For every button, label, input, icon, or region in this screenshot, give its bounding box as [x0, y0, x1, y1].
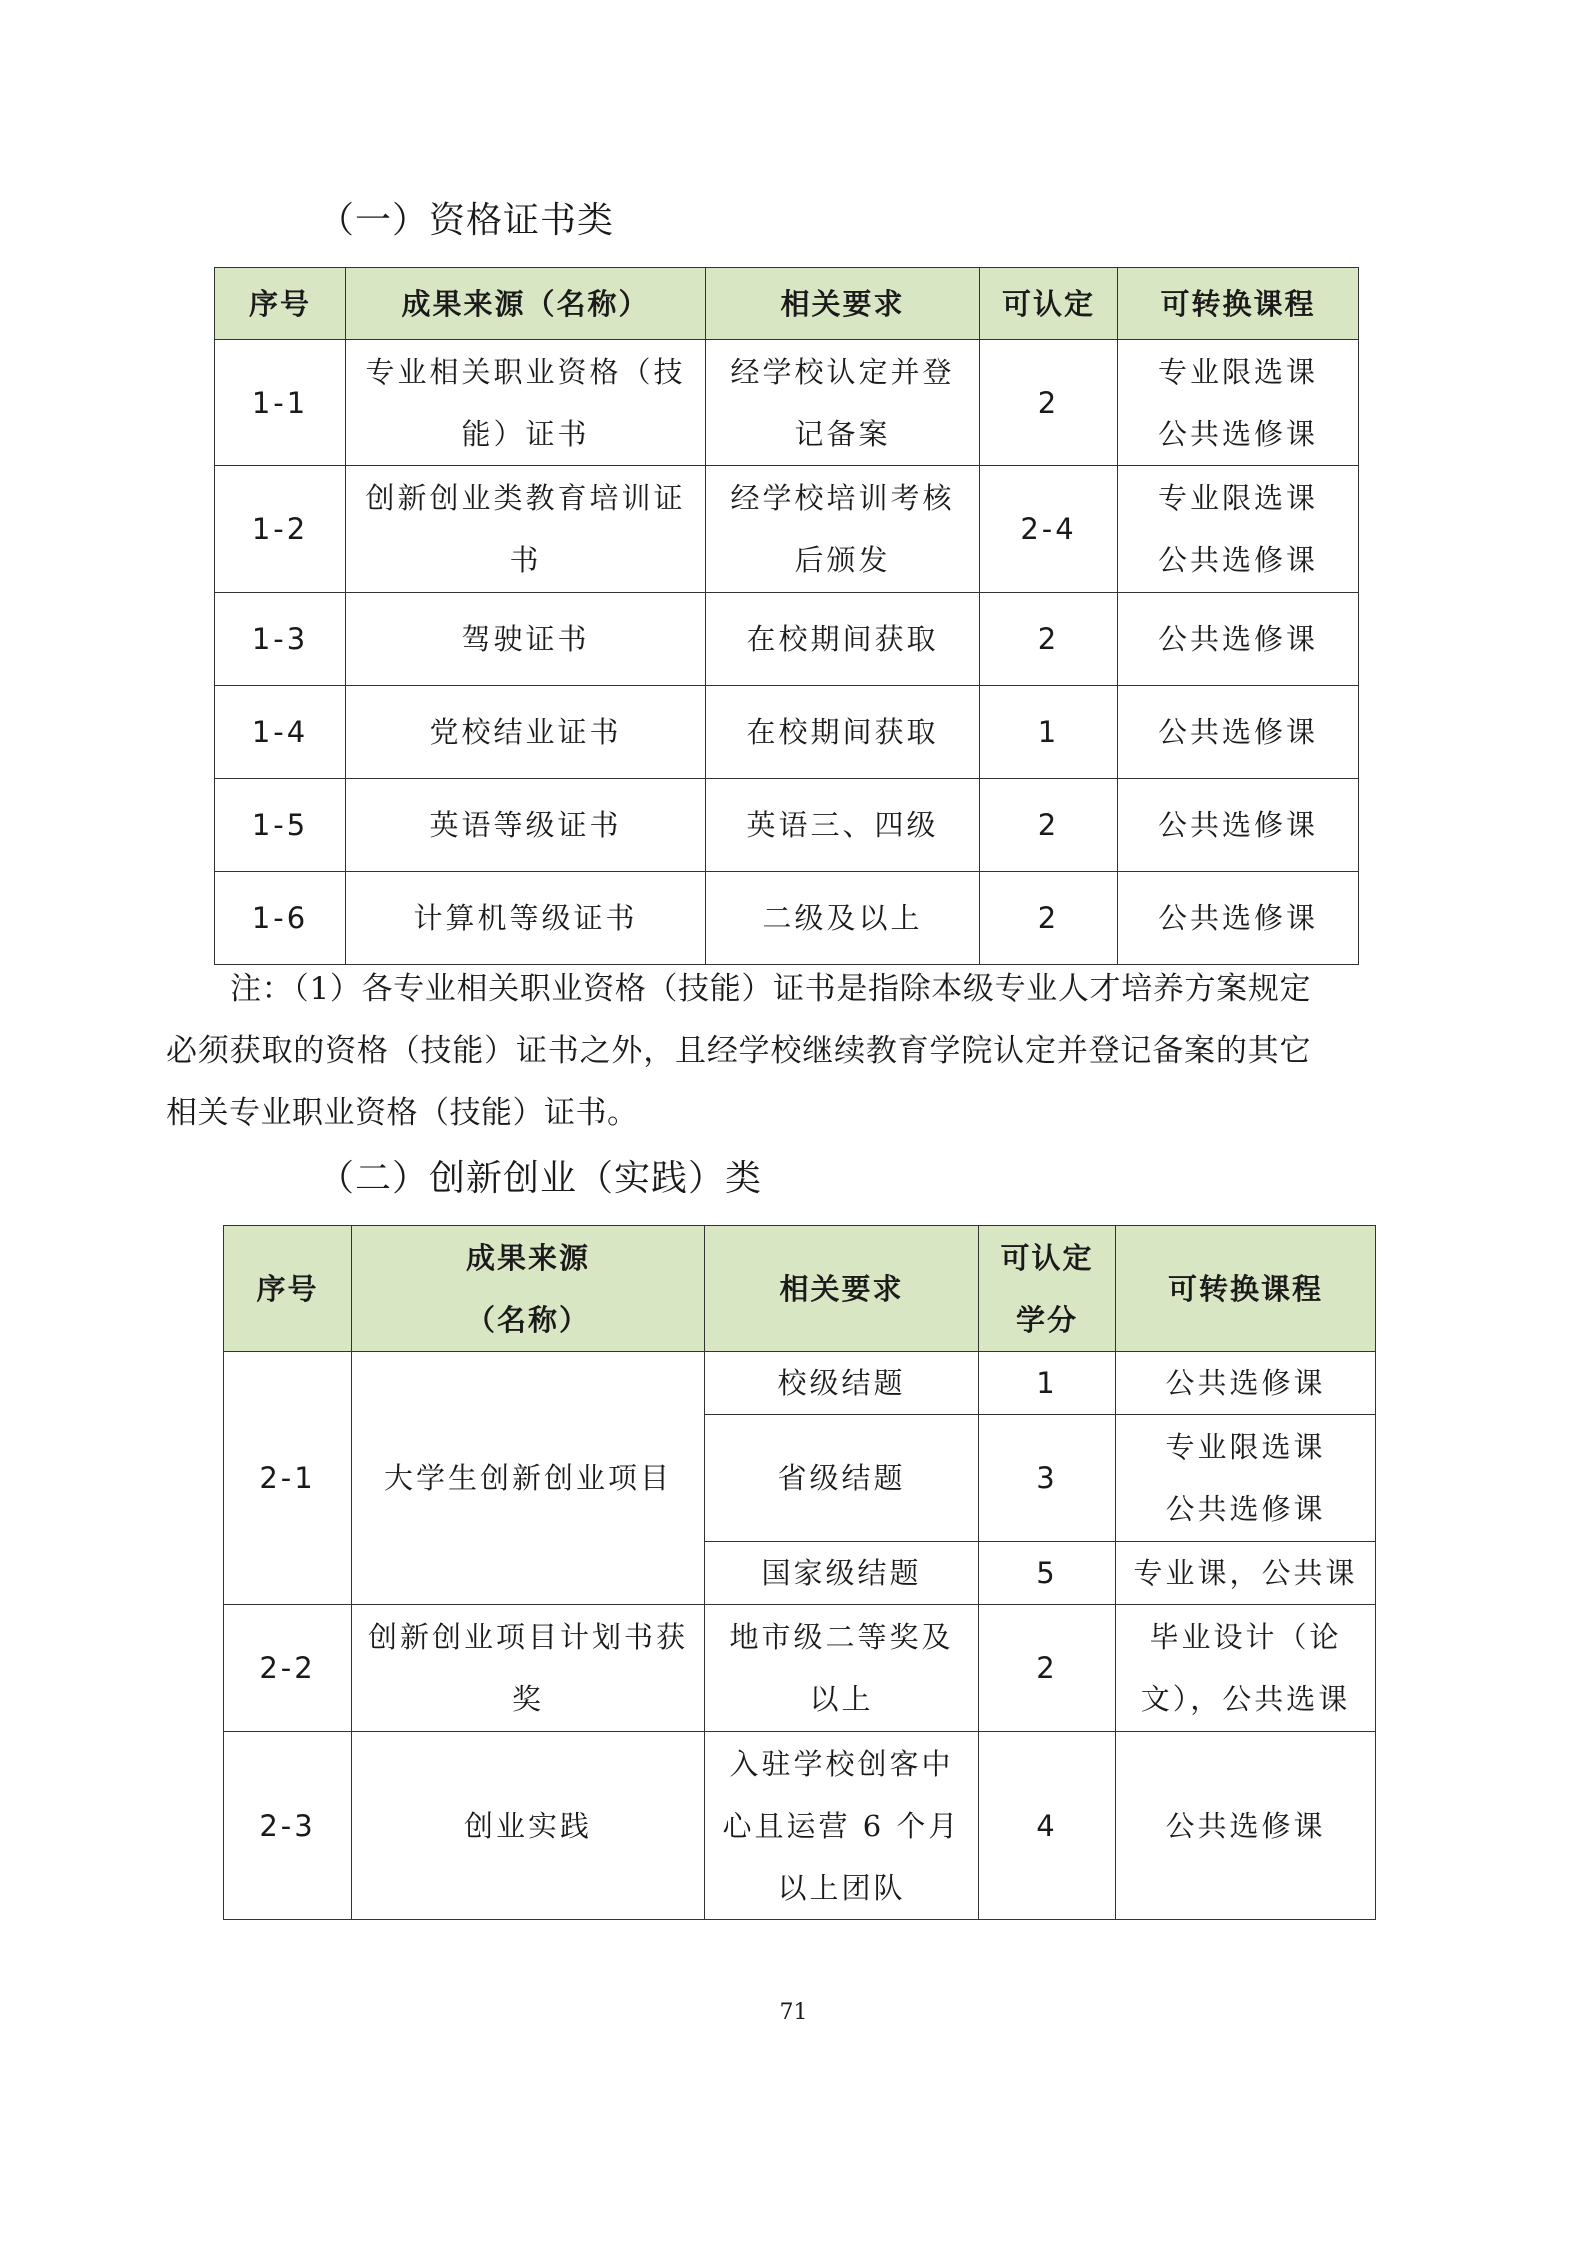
table-row — [215, 686, 1359, 779]
row-source — [352, 1605, 705, 1732]
course-line: 公共选修课 — [1165, 1492, 1326, 1526]
row-source — [346, 872, 706, 965]
row-source-line: 专业相关职业资格（技 — [365, 354, 686, 389]
source-line: 创新创业项目计划书获 — [367, 1620, 688, 1654]
row-requirement-line: 在校期间获取 — [746, 622, 939, 656]
row-requirement — [706, 340, 980, 466]
innovation-table — [223, 1225, 1376, 1920]
row-course — [1116, 1605, 1376, 1732]
row-requirement-line: 在校期间获取 — [746, 715, 939, 749]
row-credit: 1 — [980, 686, 1118, 779]
row-source-line: 能）证书 — [461, 416, 590, 451]
header2-source-line: （名称） — [465, 1302, 590, 1337]
header-requirement: 相关要求 — [706, 268, 980, 340]
page-number: 71 — [779, 2000, 808, 2025]
req-line: 心且运营 6 个月 — [722, 1808, 961, 1843]
header2-credit-line: 学分 — [1015, 1302, 1078, 1337]
row-source: 创业实践 — [352, 1732, 705, 1920]
row-credit: 2 — [980, 779, 1118, 872]
header2-source — [352, 1226, 705, 1352]
row-course — [1118, 686, 1359, 779]
row-id: 1-2 — [215, 466, 346, 593]
row-id: 1-5 — [215, 779, 346, 872]
table-row — [215, 593, 1359, 686]
header2-source-line: 成果来源 — [465, 1240, 590, 1275]
row-course-line: 公共选修课 — [1157, 901, 1318, 935]
row-requirement — [705, 1732, 979, 1920]
header2-requirement: 相关要求 — [705, 1226, 979, 1352]
row-source — [346, 686, 706, 779]
row-course — [1118, 593, 1359, 686]
row-course-line: 公共选修课 — [1157, 715, 1318, 749]
row-source-line: 驾驶证书 — [461, 622, 590, 656]
row-requirement — [706, 686, 980, 779]
row-id: 1-6 — [215, 872, 346, 965]
row-course: 公共选修课 — [1116, 1352, 1376, 1415]
header-credit: 可认定 — [980, 268, 1118, 340]
table-row — [215, 779, 1359, 872]
header-source: 成果来源（名称） — [346, 268, 706, 340]
section1-title: （一）资格证书类 — [318, 200, 615, 241]
req-line: 入驻学校创客中 — [729, 1746, 954, 1781]
header2-credit — [979, 1226, 1116, 1352]
header2-credit-line: 可认定 — [1000, 1240, 1094, 1275]
row-id: 1-1 — [215, 340, 346, 466]
req-line: 以上 — [809, 1682, 874, 1716]
row-requirement — [705, 1605, 979, 1732]
row-id: 1-4 — [215, 686, 346, 779]
row-requirement-line: 二级及以上 — [762, 901, 923, 935]
table-row — [215, 872, 1359, 965]
row-requirement: 校级结题 — [705, 1352, 979, 1415]
row-requirement-line: 英语三、四级 — [746, 808, 939, 842]
req-line: 地市级二等奖及 — [729, 1620, 954, 1654]
header2-id: 序号 — [224, 1226, 352, 1352]
row-course — [1118, 872, 1359, 965]
row-id: 2-2 — [224, 1605, 352, 1732]
row-requirement-line: 后颁发 — [794, 543, 891, 577]
row-requirement — [706, 872, 980, 965]
row-credit: 2 — [980, 593, 1118, 686]
row-course — [1116, 1415, 1376, 1542]
row-source — [346, 779, 706, 872]
course-line: 文），公共选课 — [1140, 1682, 1351, 1716]
row-course-line: 公共选修课 — [1157, 543, 1318, 577]
row-credit: 4 — [979, 1732, 1116, 1920]
table1-note: 注：（1）各专业相关职业资格（技能）证书是指除本级专业人才培养方案规定必须获取的资格（技能）证书之外，且经学校继续教育学院认定并登记备案的其它相关专业职业资格（技能）证书。 — [166, 971, 1311, 1131]
row-credit: 3 — [979, 1415, 1116, 1542]
row-course — [1118, 779, 1359, 872]
course-line: 毕业设计（论 — [1149, 1620, 1342, 1654]
row-course-line: 公共选修课 — [1157, 808, 1318, 842]
row-source — [346, 593, 706, 686]
row-source: 大学生创新创业项目 — [352, 1352, 705, 1605]
header2-course: 可转换课程 — [1116, 1226, 1376, 1352]
header-course: 可转换课程 — [1118, 268, 1359, 340]
row-credit: 2 — [980, 872, 1118, 965]
table-row — [215, 340, 1359, 466]
row-course: 专业课，公共课 — [1116, 1542, 1376, 1605]
row-credit: 1 — [979, 1352, 1116, 1415]
source-line: 奖 — [511, 1682, 544, 1716]
header-id: 序号 — [215, 268, 346, 340]
row-course — [1118, 340, 1359, 466]
row-id: 2-3 — [224, 1732, 352, 1920]
row-requirement: 省级结题 — [705, 1415, 979, 1542]
row-credit: 2-4 — [980, 466, 1118, 593]
row-source-line: 英语等级证书 — [429, 808, 622, 842]
row-source-line: 计算机等级证书 — [413, 901, 638, 935]
row-source — [346, 466, 706, 593]
row-credit: 2 — [979, 1605, 1116, 1732]
row-requirement-line: 记备案 — [794, 416, 891, 451]
row-credit: 5 — [979, 1542, 1116, 1605]
row-requirement: 国家级结题 — [705, 1542, 979, 1605]
row-id: 1-3 — [215, 593, 346, 686]
req-line: 以上团队 — [777, 1870, 906, 1905]
section2-title: （二）创新创业（实践）类 — [318, 1158, 763, 1199]
row-course: 公共选修课 — [1116, 1732, 1376, 1920]
table-row — [215, 466, 1359, 593]
row-requirement-line: 经学校认定并登 — [730, 354, 955, 389]
row-requirement-line: 经学校培训考核 — [730, 481, 955, 515]
row-course — [1118, 466, 1359, 593]
row-course-line: 公共选修课 — [1157, 622, 1318, 656]
row-id: 2-1 — [224, 1352, 352, 1605]
row-source — [346, 340, 706, 466]
row-course-line: 专业限选课 — [1157, 481, 1318, 515]
certificate-table — [214, 267, 1359, 965]
course-line: 专业限选课 — [1165, 1430, 1326, 1464]
row-course-line: 专业限选课 — [1157, 354, 1318, 389]
row-source-line: 创新创业类教育培训证 — [365, 481, 686, 515]
row-requirement — [706, 466, 980, 593]
row-requirement — [706, 779, 980, 872]
row-credit: 2 — [980, 340, 1118, 466]
row-source-line: 书 — [509, 543, 542, 577]
row-course-line: 公共选修课 — [1157, 416, 1318, 451]
row-source-line: 党校结业证书 — [429, 715, 622, 749]
row-requirement — [706, 593, 980, 686]
